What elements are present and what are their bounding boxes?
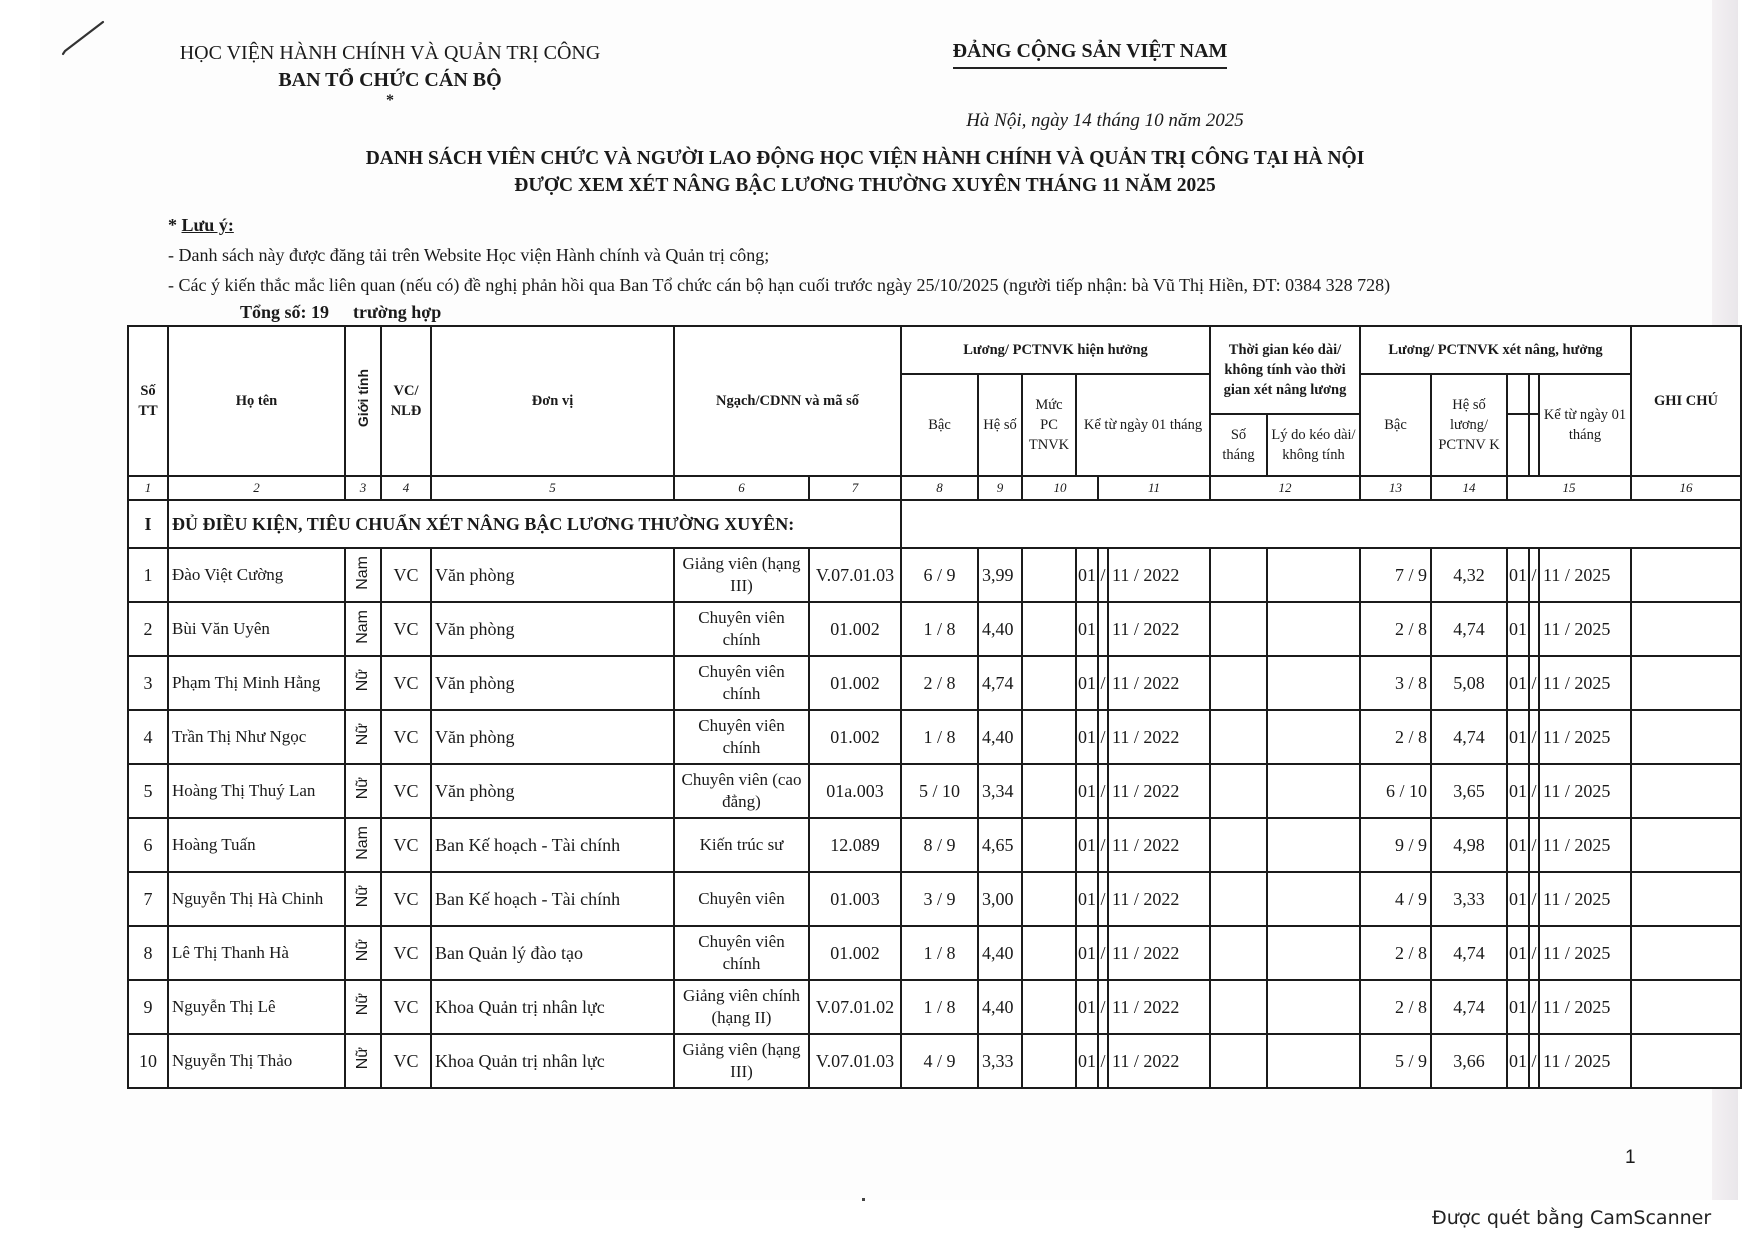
row-cur-bac: 6 / 9	[901, 548, 978, 602]
row-new-day: 01	[1507, 710, 1529, 764]
row-new-heso: 5,08	[1431, 656, 1507, 710]
row-note	[1631, 764, 1741, 818]
row-unit: Ban Quản lý đào tạo	[431, 926, 674, 980]
row-note	[1631, 926, 1741, 980]
row-cur-sep	[1098, 602, 1108, 656]
col-header-ext-reason: Lý do kéo dài/ không tính	[1267, 414, 1360, 476]
row-new-heso: 3,33	[1431, 872, 1507, 926]
row-unit: Văn phòng	[431, 656, 674, 710]
row-new-sep: /	[1529, 764, 1539, 818]
row-new-bac: 6 / 10	[1360, 764, 1431, 818]
row-name: Phạm Thị Minh Hằng	[168, 656, 345, 710]
row-new-bac: 2 / 8	[1360, 926, 1431, 980]
col-header-new-from: Kể từ ngày 01 tháng	[1539, 374, 1631, 476]
camscanner-watermark: Được quét bằng CamScanner	[1432, 1207, 1712, 1229]
table-row	[128, 602, 1741, 656]
col-header-cur-pc: Mức PC TNVK	[1022, 374, 1076, 476]
col-header-cur-from: Kể từ ngày 01 tháng	[1076, 374, 1210, 476]
row-stt: 5	[128, 764, 168, 818]
row-new-day: 01	[1507, 602, 1529, 656]
row-new-day: 01	[1507, 656, 1529, 710]
row-new-date: 11 / 2025	[1539, 980, 1631, 1034]
row-unit: Văn phòng	[431, 548, 674, 602]
salary-list-table	[127, 325, 1742, 1089]
row-cur-sep: /	[1098, 548, 1108, 602]
row-cur-sep: /	[1098, 764, 1108, 818]
row-new-bac: 4 / 9	[1360, 872, 1431, 926]
row-code: 01.002	[809, 602, 901, 656]
row-new-heso: 4,74	[1431, 710, 1507, 764]
table-row	[128, 818, 1741, 872]
row-unit: Ban Kế hoạch - Tài chính	[431, 872, 674, 926]
row-code: 01.002	[809, 926, 901, 980]
row-cur-heso: 3,99	[978, 548, 1022, 602]
row-rank: Kiến trúc sư	[674, 818, 809, 872]
section-row	[128, 500, 1741, 548]
row-new-day: 01	[1507, 1034, 1529, 1088]
row-code: 01.003	[809, 872, 901, 926]
row-cur-date: 11 / 2022	[1108, 710, 1210, 764]
table-row	[128, 1034, 1741, 1088]
row-name: Lê Thị Thanh Hà	[168, 926, 345, 980]
row-new-bac: 2 / 8	[1360, 980, 1431, 1034]
col-header-new-day-bottom	[1507, 414, 1529, 476]
row-ext-months	[1210, 656, 1267, 710]
row-cur-day: 01	[1076, 872, 1098, 926]
row-ext-reason	[1267, 980, 1360, 1034]
col-header-rank: Ngạch/CDNN và mã số	[674, 326, 901, 476]
row-cur-bac: 3 / 9	[901, 872, 978, 926]
document-date: Hà Nội, ngày 14 tháng 10 năm 2025	[966, 110, 1244, 131]
row-new-sep	[1529, 602, 1539, 656]
row-code: V.07.01.02	[809, 980, 901, 1034]
row-cur-pc	[1022, 764, 1076, 818]
col-header-cur-bac: Bậc	[901, 374, 978, 476]
row-new-heso: 3,65	[1431, 764, 1507, 818]
row-unit: Văn phòng	[431, 710, 674, 764]
row-new-date: 11 / 2025	[1539, 818, 1631, 872]
row-ext-reason	[1267, 656, 1360, 710]
row-name: Nguyễn Thị Lê	[168, 980, 345, 1034]
document-title	[100, 145, 1630, 199]
row-type: VC	[381, 764, 431, 818]
row-cur-date: 11 / 2022	[1108, 602, 1210, 656]
row-new-day: 01	[1507, 818, 1529, 872]
col-header-gender: Giới tính	[345, 326, 381, 476]
row-cur-date: 11 / 2022	[1108, 926, 1210, 980]
row-cur-heso: 4,40	[978, 980, 1022, 1034]
row-new-heso: 4,32	[1431, 548, 1507, 602]
column-number-row: 1 2 3 4 5 6 7 8 9 10 11 12 13 14 15 16	[128, 476, 1741, 500]
col-header-new-heso: Hệ số lương/ PCTNV K	[1431, 374, 1507, 476]
row-cur-pc	[1022, 710, 1076, 764]
row-cur-pc	[1022, 980, 1076, 1034]
row-rank: Chuyên viên chính	[674, 710, 809, 764]
row-stt: 10	[128, 1034, 168, 1088]
row-stt: 8	[128, 926, 168, 980]
row-new-date: 11 / 2025	[1539, 872, 1631, 926]
row-new-bac: 7 / 9	[1360, 548, 1431, 602]
row-ext-reason	[1267, 872, 1360, 926]
row-rank: Chuyên viên chính	[674, 926, 809, 980]
note-item: - Các ý kiến thắc mắc liên quan (nếu có) đề nghị phản hồi qua Ban Tổ chức cán bộ hạn cuối trước ngày 25/10/2025 (người tiếp nhận: bà Vũ Thị Hiền, ĐT: 0384 328 728)	[168, 275, 1391, 295]
row-cur-sep: /	[1098, 980, 1108, 1034]
row-name: Nguyễn Thị Hà Chinh	[168, 872, 345, 926]
row-ext-months	[1210, 764, 1267, 818]
row-stt: 3	[128, 656, 168, 710]
row-type: VC	[381, 818, 431, 872]
row-ext-months	[1210, 548, 1267, 602]
total-unit: trường hợp	[353, 302, 442, 322]
org-star: *	[386, 92, 394, 109]
row-note	[1631, 1034, 1741, 1088]
row-unit: Văn phòng	[431, 602, 674, 656]
row-new-bac: 9 / 9	[1360, 818, 1431, 872]
row-note	[1631, 602, 1741, 656]
row-new-sep: /	[1529, 818, 1539, 872]
row-gender: Nữ	[345, 980, 381, 1034]
row-gender: Nam	[345, 602, 381, 656]
row-ext-reason	[1267, 818, 1360, 872]
row-unit: Khoa Quản trị nhân lực	[431, 980, 674, 1034]
row-unit: Khoa Quản trị nhân lực	[431, 1034, 674, 1088]
row-new-date: 11 / 2025	[1539, 602, 1631, 656]
row-type: VC	[381, 710, 431, 764]
col-group-extension: Thời gian kéo dài/ không tính vào thời gian xét nâng lương	[1210, 326, 1360, 414]
row-new-sep: /	[1529, 872, 1539, 926]
row-rank: Chuyên viên chính	[674, 656, 809, 710]
row-cur-sep: /	[1098, 818, 1108, 872]
row-type: VC	[381, 872, 431, 926]
row-type: VC	[381, 980, 431, 1034]
row-cur-heso: 4,65	[978, 818, 1022, 872]
col-header-new-bac: Bậc	[1360, 374, 1431, 476]
row-new-bac: 2 / 8	[1360, 710, 1431, 764]
row-cur-bac: 1 / 8	[901, 602, 978, 656]
row-new-heso: 4,74	[1431, 926, 1507, 980]
row-new-sep: /	[1529, 710, 1539, 764]
col-header-new-day-top	[1507, 374, 1529, 414]
row-cur-date: 11 / 2022	[1108, 980, 1210, 1034]
row-cur-bac: 2 / 8	[901, 656, 978, 710]
row-new-day: 01	[1507, 764, 1529, 818]
row-gender: Nữ	[345, 764, 381, 818]
row-cur-sep: /	[1098, 710, 1108, 764]
row-type: VC	[381, 656, 431, 710]
table-row	[128, 548, 1741, 602]
row-cur-sep: /	[1098, 1034, 1108, 1088]
table-row	[128, 764, 1741, 818]
row-note	[1631, 656, 1741, 710]
row-ext-reason	[1267, 764, 1360, 818]
row-new-heso: 4,98	[1431, 818, 1507, 872]
row-name: Nguyễn Thị Thảo	[168, 1034, 345, 1088]
row-type: VC	[381, 602, 431, 656]
row-type: VC	[381, 1034, 431, 1088]
row-unit: Ban Kế hoạch - Tài chính	[431, 818, 674, 872]
row-cur-date: 11 / 2022	[1108, 548, 1210, 602]
row-gender: Nữ	[345, 656, 381, 710]
org-name: HỌC VIỆN HÀNH CHÍNH VÀ QUẢN TRỊ CÔNG	[179, 42, 601, 64]
row-cur-date: 11 / 2022	[1108, 818, 1210, 872]
col-header-new-sep-bottom	[1529, 414, 1539, 476]
row-ext-months	[1210, 980, 1267, 1034]
row-cur-heso: 3,00	[978, 872, 1022, 926]
row-cur-day: 01	[1076, 980, 1098, 1034]
row-new-date: 11 / 2025	[1539, 548, 1631, 602]
row-gender: Nam	[345, 548, 381, 602]
col-header-stt: Số TT	[128, 326, 168, 476]
row-ext-months	[1210, 1034, 1267, 1088]
row-name: Hoàng Thị Thuý Lan	[168, 764, 345, 818]
row-new-sep: /	[1529, 1034, 1539, 1088]
col-header-note: GHI CHÚ	[1631, 326, 1741, 476]
title-line-1: DANH SÁCH VIÊN CHỨC VÀ NGƯỜI LAO ĐỘNG HỌC VIỆN HÀNH CHÍNH VÀ QUẢN TRỊ CÔNG TẠI HÀ NỘI	[365, 148, 1365, 169]
row-cur-bac: 8 / 9	[901, 818, 978, 872]
row-cur-pc	[1022, 548, 1076, 602]
row-cur-sep: /	[1098, 926, 1108, 980]
row-new-sep: /	[1529, 926, 1539, 980]
row-new-day: 01	[1507, 926, 1529, 980]
row-new-sep: /	[1529, 980, 1539, 1034]
row-note	[1631, 548, 1741, 602]
row-stt: 9	[128, 980, 168, 1034]
row-ext-months	[1210, 710, 1267, 764]
row-cur-pc	[1022, 926, 1076, 980]
row-cur-heso: 3,33	[978, 1034, 1022, 1088]
row-cur-pc	[1022, 656, 1076, 710]
row-cur-day: 01	[1076, 656, 1098, 710]
row-cur-pc	[1022, 602, 1076, 656]
row-rank: Giảng viên (hạng III)	[674, 548, 809, 602]
row-cur-pc	[1022, 1034, 1076, 1088]
row-code: V.07.01.03	[809, 1034, 901, 1088]
row-new-day: 01	[1507, 548, 1529, 602]
col-header-name: Họ tên	[168, 326, 345, 476]
row-gender: Nữ	[345, 926, 381, 980]
row-unit: Văn phòng	[431, 764, 674, 818]
notes-heading: * Lưu ý:	[168, 215, 234, 235]
row-gender: Nam	[345, 818, 381, 872]
row-cur-sep: /	[1098, 872, 1108, 926]
row-cur-heso: 4,40	[978, 710, 1022, 764]
row-new-sep: /	[1529, 656, 1539, 710]
row-new-heso: 4,74	[1431, 602, 1507, 656]
row-cur-day: 01	[1076, 764, 1098, 818]
row-code: V.07.01.03	[809, 548, 901, 602]
col-header-type: VC/ NLĐ	[381, 326, 431, 476]
row-cur-day: 01	[1076, 926, 1098, 980]
row-ext-months	[1210, 818, 1267, 872]
page-number: 1	[1625, 1147, 1636, 1168]
row-stt: 2	[128, 602, 168, 656]
row-note	[1631, 818, 1741, 872]
pen-stroke-mark	[60, 18, 108, 58]
section-title: ĐỦ ĐIỀU KIỆN, TIÊU CHUẨN XÉT NÂNG BẬC LƯƠNG THƯỜNG XUYÊN:	[168, 500, 901, 548]
row-new-date: 11 / 2025	[1539, 926, 1631, 980]
col-header-new-sep-top	[1529, 374, 1539, 414]
section-roman: I	[128, 500, 168, 548]
title-line-2: ĐƯỢC XEM XÉT NÂNG BẬC LƯƠNG THƯỜNG XUYÊN THÁNG 11 NĂM 2025	[514, 175, 1216, 196]
scan-speck	[862, 1198, 865, 1201]
table-row	[128, 710, 1741, 764]
row-rank: Giảng viên chính (hạng II)	[674, 980, 809, 1034]
row-ext-months	[1210, 926, 1267, 980]
row-gender: Nữ	[345, 1034, 381, 1088]
party-header	[880, 40, 1300, 69]
row-new-day: 01	[1507, 872, 1529, 926]
row-cur-sep: /	[1098, 656, 1108, 710]
row-new-heso: 3,66	[1431, 1034, 1507, 1088]
org-department: BAN TỔ CHỨC CÁN BỘ	[278, 69, 502, 91]
row-rank: Chuyên viên (cao đẳng)	[674, 764, 809, 818]
row-ext-reason	[1267, 710, 1360, 764]
row-new-bac: 3 / 8	[1360, 656, 1431, 710]
row-cur-bac: 1 / 8	[901, 926, 978, 980]
row-cur-date: 11 / 2022	[1108, 656, 1210, 710]
table-row	[128, 926, 1741, 980]
row-cur-day: 01	[1076, 818, 1098, 872]
row-code: 12.089	[809, 818, 901, 872]
col-group-current-salary: Lương/ PCTNVK hiện hưởng	[901, 326, 1210, 374]
table-row	[128, 980, 1741, 1034]
row-ext-months	[1210, 872, 1267, 926]
row-name: Hoàng Tuấn	[168, 818, 345, 872]
row-cur-heso: 3,34	[978, 764, 1022, 818]
row-code: 01.002	[809, 656, 901, 710]
row-stt: 6	[128, 818, 168, 872]
row-gender: Nữ	[345, 710, 381, 764]
col-group-new-salary: Lương/ PCTNVK xét nâng, hưởng	[1360, 326, 1631, 374]
row-cur-heso: 4,40	[978, 926, 1022, 980]
row-cur-day: 01	[1076, 710, 1098, 764]
col-header-unit: Đơn vị	[431, 326, 674, 476]
row-cur-heso: 4,74	[978, 656, 1022, 710]
row-cur-date: 11 / 2022	[1108, 1034, 1210, 1088]
row-cur-bac: 5 / 10	[901, 764, 978, 818]
row-stt: 7	[128, 872, 168, 926]
notes-section	[168, 210, 1390, 300]
row-rank: Chuyên viên	[674, 872, 809, 926]
total-count	[240, 302, 441, 323]
row-cur-day: 01	[1076, 548, 1098, 602]
header-row-1	[128, 326, 1741, 374]
row-new-bac: 2 / 8	[1360, 602, 1431, 656]
row-cur-bac: 4 / 9	[901, 1034, 978, 1088]
row-gender: Nữ	[345, 872, 381, 926]
table-row	[128, 872, 1741, 926]
row-note	[1631, 710, 1741, 764]
row-stt: 1	[128, 548, 168, 602]
row-cur-heso: 4,40	[978, 602, 1022, 656]
row-cur-day: 01	[1076, 1034, 1098, 1088]
row-type: VC	[381, 926, 431, 980]
organization-header	[150, 40, 630, 108]
row-stt: 4	[128, 710, 168, 764]
row-ext-reason	[1267, 548, 1360, 602]
row-new-date: 11 / 2025	[1539, 1034, 1631, 1088]
row-name: Đào Việt Cường	[168, 548, 345, 602]
total-label: Tổng số: 19	[240, 302, 330, 322]
note-item: - Danh sách này được đăng tải trên Website Học viện Hành chính và Quản trị công;	[168, 245, 770, 265]
row-new-date: 11 / 2025	[1539, 710, 1631, 764]
row-name: Trần Thị Như Ngọc	[168, 710, 345, 764]
row-new-sep: /	[1529, 548, 1539, 602]
row-type: VC	[381, 548, 431, 602]
col-header-cur-heso: Hệ số	[978, 374, 1022, 476]
row-new-date: 11 / 2025	[1539, 656, 1631, 710]
row-new-bac: 5 / 9	[1360, 1034, 1431, 1088]
row-name: Bùi Văn Uyên	[168, 602, 345, 656]
row-ext-reason	[1267, 602, 1360, 656]
row-cur-pc	[1022, 818, 1076, 872]
row-note	[1631, 872, 1741, 926]
row-cur-pc	[1022, 872, 1076, 926]
row-new-day: 01	[1507, 980, 1529, 1034]
row-cur-date: 11 / 2022	[1108, 764, 1210, 818]
row-note	[1631, 980, 1741, 1034]
row-ext-reason	[1267, 1034, 1360, 1088]
row-ext-months	[1210, 602, 1267, 656]
row-cur-bac: 1 / 8	[901, 710, 978, 764]
row-new-date: 11 / 2025	[1539, 764, 1631, 818]
row-new-heso: 4,74	[1431, 980, 1507, 1034]
row-ext-reason	[1267, 926, 1360, 980]
table-row	[128, 656, 1741, 710]
row-cur-date: 11 / 2022	[1108, 872, 1210, 926]
row-code: 01.002	[809, 710, 901, 764]
row-code: 01a.003	[809, 764, 901, 818]
party-name: ĐẢNG CỘNG SẢN VIỆT NAM	[953, 40, 1228, 69]
row-rank: Chuyên viên chính	[674, 602, 809, 656]
row-cur-day: 01	[1076, 602, 1098, 656]
row-rank: Giảng viên (hạng III)	[674, 1034, 809, 1088]
row-cur-bac: 1 / 8	[901, 980, 978, 1034]
col-header-ext-months: Số tháng	[1210, 414, 1267, 476]
